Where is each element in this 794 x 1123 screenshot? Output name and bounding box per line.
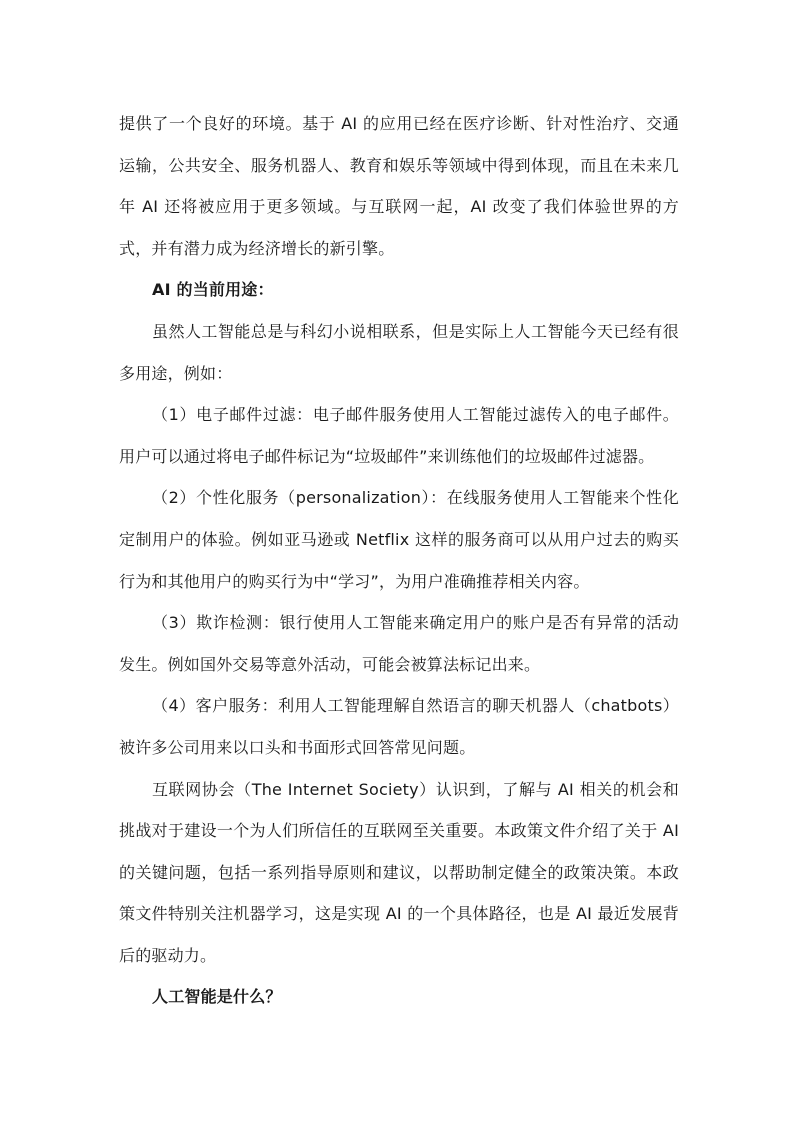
- document-body: [119, 103, 679, 1018]
- uses-intro-paragraph: 虽然人工智能总是与科幻小说相联系，但是实际上人工智能今天已经有很多用途，例如：: [119, 321, 679, 383]
- use-item-fraud-detection: （3）欺诈检测：银行使用人工智能来确定用户的账户是否有异常的活动发生。例如国外交易等意外活动，可能会被算法标记出来。: [119, 613, 679, 674]
- use-item-personalization: （2）个性化服务（personalization）：在线服务使用人工智能来个性化定制用户的体验。例如亚马逊或 Netflix 这样的服务商可以从用户过去的购买行为和其他用户的购买行为中“学习”，为用户准确推荐相关内容。: [119, 488, 679, 591]
- section-heading-what-is-ai: 人工智能是什么？: [152, 987, 282, 1007]
- section-heading-current-uses: AI 的当前用途：: [152, 280, 274, 300]
- use-item-email-filtering: （1）电子邮件过滤：电子邮件服务使用人工智能过滤传入的电子邮件。用户可以通过将电子邮件标记为“垃圾邮件”来训练他们的垃圾邮件过滤器。: [119, 405, 679, 466]
- intro-paragraph: 提供了一个良好的环境。基于 AI 的应用已经在医疗诊断、针对性治疗、交通运输，公共安全、服务机器人、教育和娱乐等领域中得到体现，而且在未来几年 AI 还将被应用于更多领域。与互联网一起，AI 改变了我们体验世界的方式，并有潜力成为经济增长的新引擎。: [119, 114, 679, 258]
- internet-society-paragraph: 互联网协会（The Internet Society）认识到，了解与 AI 相关的机会和挑战对于建设一个为人们所信任的互联网至关重要。本政策文件介绍了关于 AI 的关键问题，包括一系列指导原则和建议，以帮助制定健全的政策决策。本政策文件特别关注机器学习，这是实现 AI 的一个具体路径，也是 AI 最近发展背后的驱动力。: [119, 779, 679, 965]
- use-item-customer-service: （4）客户服务：利用人工智能理解自然语言的聊天机器人（chatbots）被许多公司用来以口头和书面形式回答常见问题。: [119, 696, 679, 757]
